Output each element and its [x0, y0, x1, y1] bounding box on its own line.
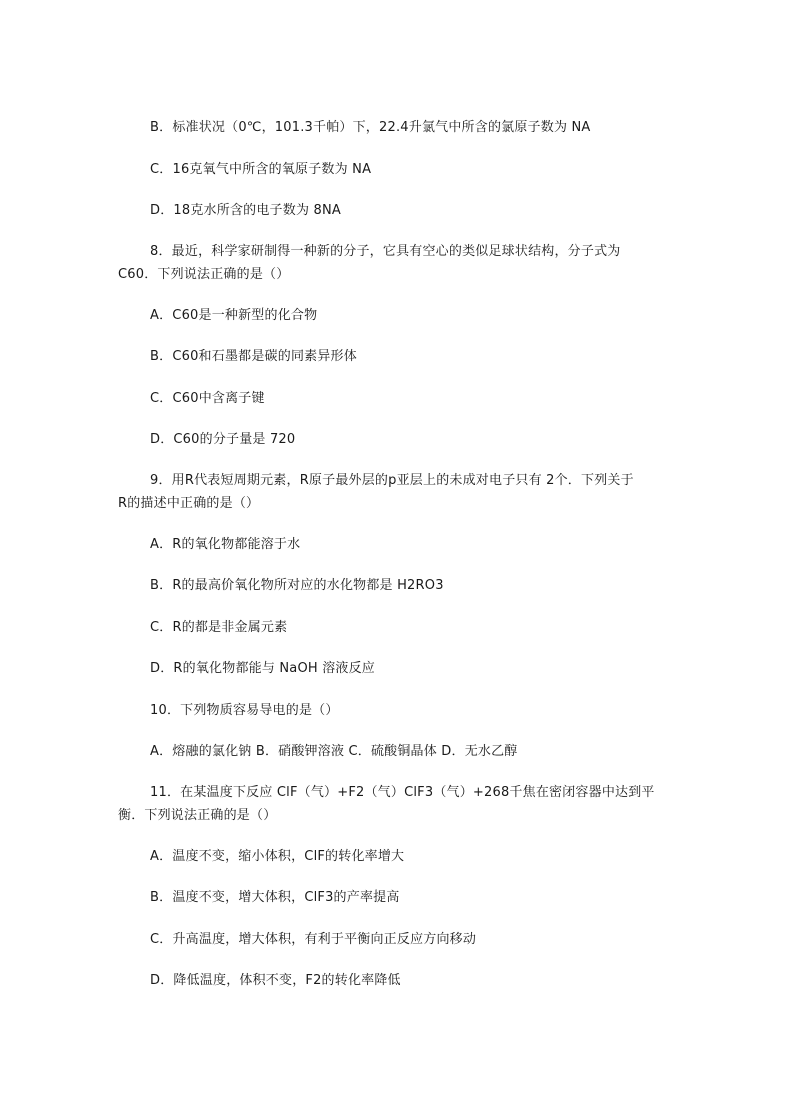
option-c-q11: C．升高温度，增大体积，有利于平衡向正反应方向移动 — [150, 932, 477, 947]
question-9-line-2: R的描述中正确的是（） — [118, 496, 260, 511]
question-10: 10．下列物质容易导电的是（） — [150, 703, 339, 718]
option-d-q7: D．18克水所含的电子数为 8NA — [150, 203, 341, 218]
option-c-q7: C．16克氧气中所含的氧原子数为 NA — [150, 162, 372, 177]
option-b-q11: B．温度不变，增大体积，ClF3的产率提高 — [150, 890, 400, 905]
question-11-line-2: 衡．下列说法正确的是（） — [118, 808, 277, 823]
option-b-q9: B．R的最高价氧化物所对应的水化物都是 H2RO3 — [150, 578, 444, 593]
option-c-q8: C．C60中含离子键 — [150, 391, 265, 406]
option-b-q7: B．标准状况（0℃，101.3千帕）下，22.4升氯气中所含的氯原子数为 NA — [150, 120, 591, 135]
option-d-q9: D．R的氧化物都能与 NaOH 溶液反应 — [150, 661, 376, 676]
option-d-q11: D．降低温度，体积不变，F2的转化率降低 — [150, 973, 401, 988]
option-b-q8: B．C60和石墨都是碳的同素异形体 — [150, 349, 357, 364]
question-9-line-1: 9．用R代表短周期元素，R原子最外层的p亚层上的未成对电子只有 2个．下列关于 — [150, 473, 634, 488]
option-a-q9: A．R的氧化物都能溶于水 — [150, 537, 301, 552]
question-11-line-1: 11．在某温度下反应 ClF（气）+F2（气）ClF3（气）+268千焦在密闭容器中达到平 — [150, 785, 655, 800]
options-q10: A．熔融的氯化钠 B．硝酸钾溶液 C．硫酸铜晶体 D．无水乙醇 — [150, 744, 518, 759]
option-c-q9: C．R的都是非金属元素 — [150, 620, 288, 635]
option-a-q11: A．温度不变，缩小体积，ClF的转化率增大 — [150, 849, 405, 864]
question-8-line-1: 8．最近，科学家研制得一种新的分子，它具有空心的类似足球状结构，分子式为 — [150, 244, 621, 259]
option-a-q8: A．C60是一种新型的化合物 — [150, 308, 318, 323]
question-8-line-2: C60．下列说法正确的是（） — [118, 267, 290, 282]
option-d-q8: D．C60的分子量是 720 — [150, 432, 296, 447]
